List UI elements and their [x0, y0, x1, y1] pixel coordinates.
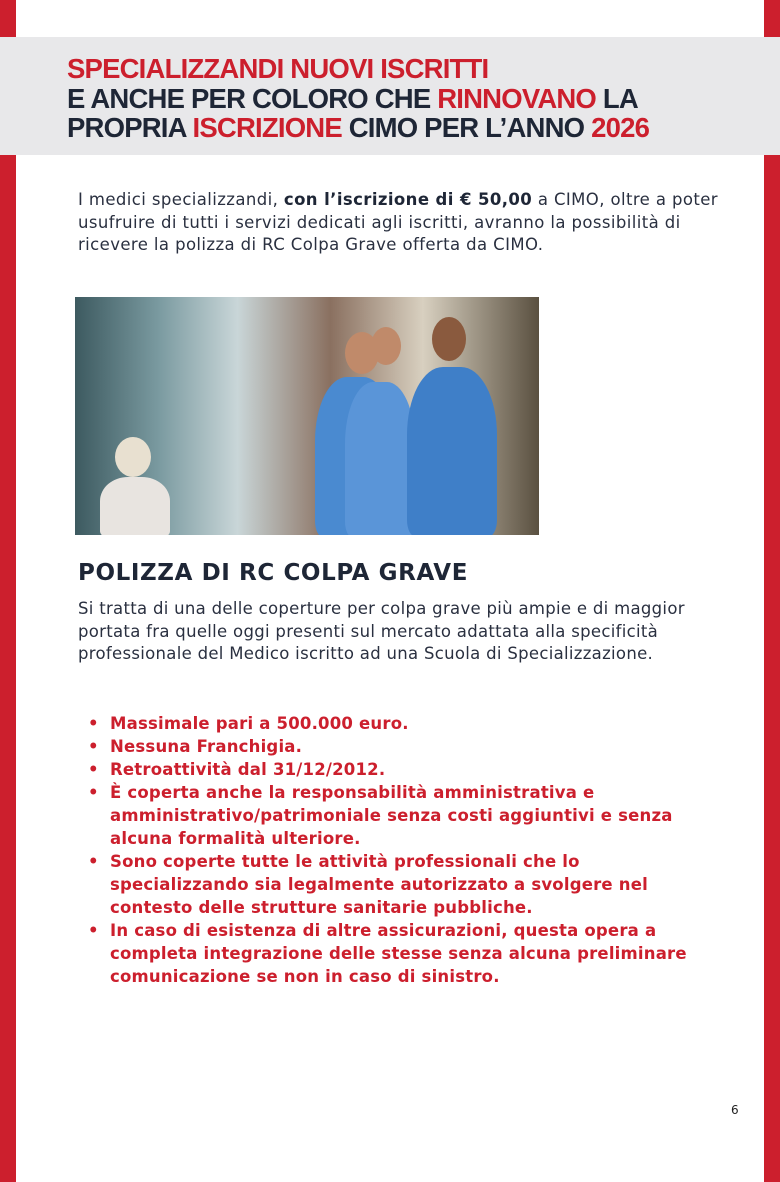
list-item: • Nessuna Franchigia. — [110, 735, 710, 758]
intro-bold: con l’iscrizione di € 50,00 — [283, 190, 533, 209]
title-text: LA — [596, 82, 638, 114]
list-item: • Retroattività dal 31/12/2012. — [110, 758, 710, 781]
list-item: • È coperta anche la responsabilità amministrativa e amministrativo/patrimoniale senza costi aggiuntivi e senza alcuna formalità ulteriore. — [110, 781, 710, 850]
title-text: E ANCHE PER COLORO CHE — [67, 82, 438, 114]
title-highlight: ISCRIZIONE — [192, 112, 342, 143]
right-red-border — [764, 0, 780, 1182]
left-red-border — [0, 0, 16, 1182]
section-heading: POLIZZA DI RC COLPA GRAVE — [78, 560, 469, 586]
title-line-2 — [67, 84, 649, 114]
list-item: • In caso di esistenza di altre assicurazioni, questa opera a completa integrazione delle stesse senza alcuna preliminare comunicazione se non in caso di sinistro. — [110, 919, 710, 988]
list-item: • Sono coperte tutte le attività professionali che lo specializzando sia legalmente autorizzato a svolgere nel contesto delle strutture sanitarie pubbliche. — [110, 850, 710, 919]
list-item: • Massimale pari a 500.000 euro. — [110, 712, 710, 735]
page-title — [67, 54, 649, 143]
intro-text: a CIMO, oltre a poter usufruire di tutti i servizi dedicati agli iscritti, avranno la possibilità di ricevere la polizza di RC Colpa Grave offerta da CIMO. — [78, 190, 718, 254]
intro-paragraph — [78, 189, 718, 257]
intro-text: I medici specializzandi, — [78, 190, 284, 209]
doctors-photo — [75, 297, 539, 535]
title-highlight: RINNOVANO — [437, 82, 597, 114]
title-text: PROPRIA — [67, 112, 193, 143]
page-number: 6 — [731, 1103, 739, 1117]
title-line-1: SPECIALIZZANDI NUOVI ISCRITTI — [67, 53, 489, 84]
title-text: CIMO PER L’ANNO — [341, 112, 592, 143]
title-line-3 — [67, 113, 649, 143]
title-year: 2026 — [591, 112, 650, 143]
section-body: Si tratta di una delle coperture per colpa grave più ampie e di maggior portata fra quelle oggi presenti sul mercato adattata alla specificità professionale del Medico iscritto ad una Scuola di Specializzazione. — [78, 599, 685, 663]
coverage-list — [110, 712, 710, 988]
